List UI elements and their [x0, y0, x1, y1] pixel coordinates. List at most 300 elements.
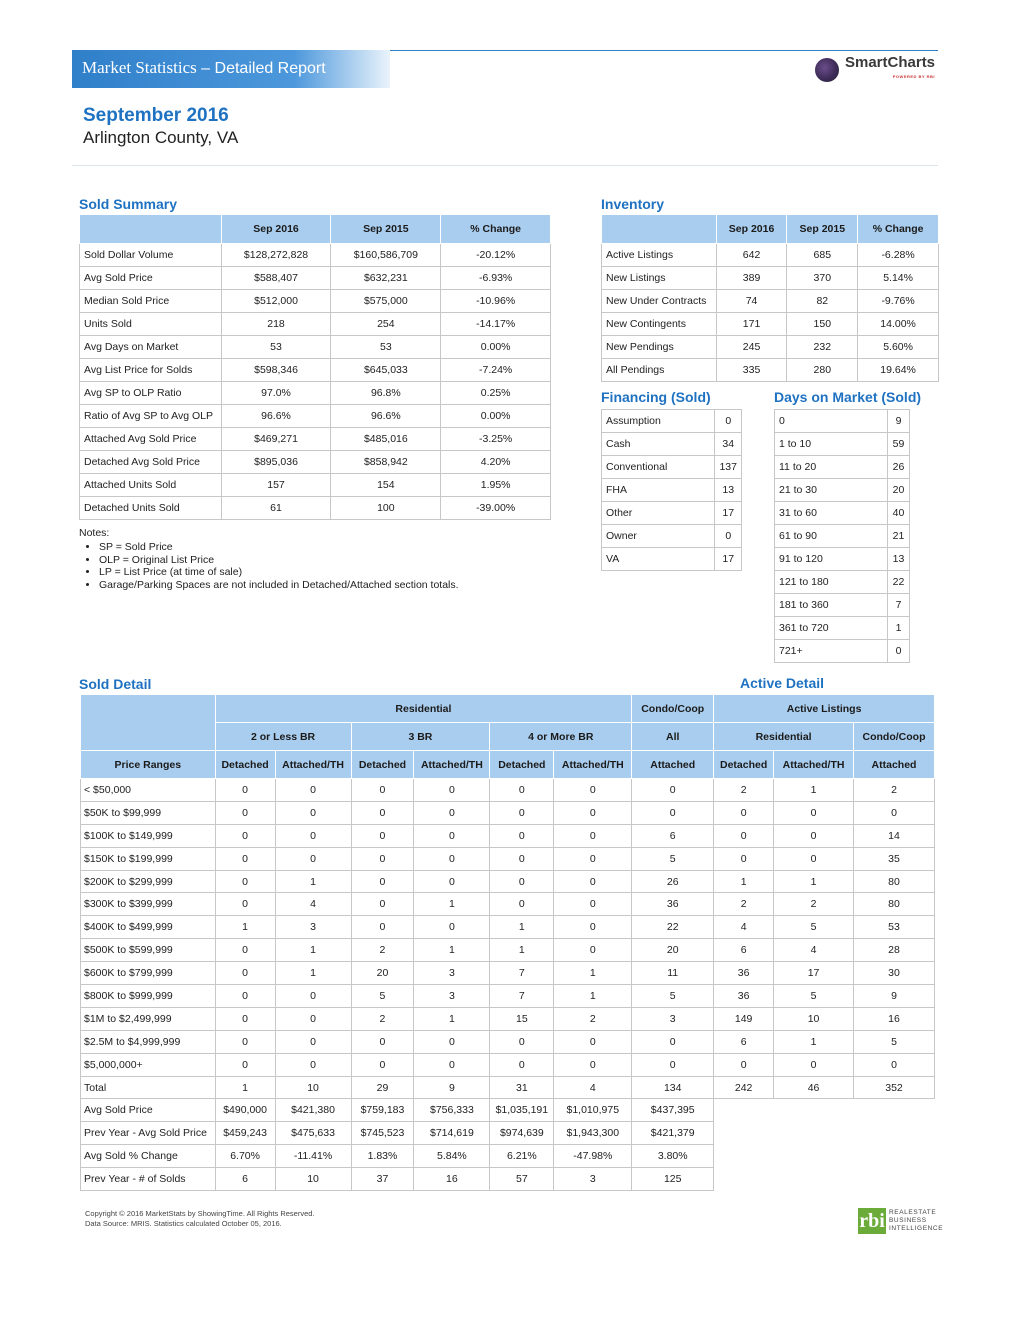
active-residential-head: Residential: [714, 723, 854, 751]
sold-detail-cell: 30: [854, 962, 935, 985]
sold-summary-cell: -6.93%: [441, 267, 551, 290]
sold-summary-cell: Avg Days on Market: [80, 336, 222, 359]
sold-detail-cell: 9: [414, 1076, 490, 1099]
sold-summary-cell: $895,036: [221, 451, 331, 474]
sold-detail-cell: 6: [714, 1030, 774, 1053]
sold-detail-cell: 0: [554, 801, 632, 824]
brand-name: SmartCharts: [845, 54, 936, 71]
sold-detail-cell: 35: [854, 847, 935, 870]
sold-detail-cell: 0: [554, 916, 632, 939]
sold-summary-cell: Attached Units Sold: [80, 474, 222, 497]
sold-detail-cell: 0: [554, 939, 632, 962]
financing-cell: 0: [715, 525, 742, 548]
sold-detail-cell: 80: [854, 870, 935, 893]
sold-detail-cell: 0: [215, 1007, 275, 1030]
dom-cell: 31 to 60: [775, 502, 888, 525]
smartcharts-logo: [815, 56, 935, 84]
inventory-row: [602, 267, 939, 290]
sold-summary-cell: Detached Avg Sold Price: [80, 451, 222, 474]
sold-detail-cell: 31: [490, 1076, 554, 1099]
sold-detail-row: [81, 870, 935, 893]
sold-summary-cell: $598,346: [221, 359, 331, 382]
financing-cell: VA: [602, 548, 715, 571]
inventory-row: [602, 313, 939, 336]
sold-detail-cell: 15: [490, 1007, 554, 1030]
sold-detail-cell: 0: [714, 847, 774, 870]
sold-detail-cell: 0: [554, 870, 632, 893]
sold-detail-extra-row: [81, 1122, 935, 1145]
footer-text: [85, 1209, 315, 1229]
sold-summary-cell: $512,000: [221, 290, 331, 313]
dom-table: [774, 409, 910, 663]
inventory-cell: 74: [716, 290, 787, 313]
sold-detail-cell: 352: [854, 1076, 935, 1099]
sold-detail-extra-cell: Prev Year - Avg Sold Price: [81, 1122, 216, 1145]
sold-detail-cell: 0: [215, 962, 275, 985]
sold-summary-cell: $485,016: [331, 428, 441, 451]
sold-detail-cell: 0: [490, 870, 554, 893]
sold-summary-cell: -7.24%: [441, 359, 551, 382]
financing-cell: 17: [715, 548, 742, 571]
sold-detail-col-head: Detached: [351, 751, 414, 779]
sold-summary-cell: -10.96%: [441, 290, 551, 313]
sold-summary-cell: -39.00%: [441, 497, 551, 520]
inventory-col-head: Sep 2016: [716, 215, 787, 244]
rbi-word-1: REALESTATE: [889, 1209, 937, 1216]
sold-detail-cell: 36: [714, 962, 774, 985]
dom-row: [775, 456, 910, 479]
sold-detail-cell: 0: [554, 1030, 632, 1053]
sold-detail-cell: 0: [414, 1053, 490, 1076]
financing-row: [602, 502, 742, 525]
sold-detail-cell: 5: [632, 847, 714, 870]
dom-cell: 1: [888, 617, 910, 640]
sold-detail-extra-cell: 16: [414, 1168, 490, 1191]
sold-detail-cell: 0: [632, 1053, 714, 1076]
sold-detail-cell: 0: [275, 1030, 351, 1053]
sold-detail-cell: 5: [351, 985, 414, 1008]
sold-detail-cell: 0: [351, 916, 414, 939]
sold-summary-cell: 154: [331, 474, 441, 497]
sold-summary-cell: Avg SP to OLP Ratio: [80, 382, 222, 405]
sold-detail-cell: 0: [490, 893, 554, 916]
sold-detail-cell: 0: [854, 801, 935, 824]
sold-detail-row: [81, 824, 935, 847]
inventory-cell: 245: [716, 336, 787, 359]
sold-detail-cell: 149: [714, 1007, 774, 1030]
sold-summary-cell: 53: [221, 336, 331, 359]
sold-detail-extra-cell: $437,395: [632, 1099, 714, 1122]
sold-detail-cell: 0: [351, 1053, 414, 1076]
dom-cell: 11 to 20: [775, 456, 888, 479]
sold-summary-row: [80, 244, 551, 267]
sold-detail-extra-cell: $421,379: [632, 1122, 714, 1145]
sold-detail-cell: 0: [554, 1053, 632, 1076]
sold-detail-cell: 0: [215, 801, 275, 824]
financing-row: [602, 548, 742, 571]
sold-detail-cell: 0: [554, 779, 632, 802]
sold-detail-table: [80, 694, 935, 1191]
note-item: • Garage/Parking Spaces are not included in Detached/Attached section totals.: [99, 579, 459, 592]
sold-summary-cell: Attached Avg Sold Price: [80, 428, 222, 451]
sold-detail-extra-cell: $490,000: [215, 1099, 275, 1122]
sold-detail-cell: 0: [632, 801, 714, 824]
sold-detail-cell: 36: [632, 893, 714, 916]
financing-row: [602, 456, 742, 479]
sold-detail-cell: $800K to $999,999: [81, 985, 216, 1008]
dom-row: [775, 548, 910, 571]
sold-summary-cell: -14.17%: [441, 313, 551, 336]
sold-summary-row: [80, 336, 551, 359]
sold-summary-cell: 53: [331, 336, 441, 359]
inventory-row: [602, 290, 939, 313]
sold-detail-cell: 0: [414, 824, 490, 847]
sold-detail-row: [81, 962, 935, 985]
financing-cell: 17: [715, 502, 742, 525]
financing-cell: 34: [715, 433, 742, 456]
rbi-logo: [858, 1208, 943, 1234]
residential-head: Residential: [215, 695, 632, 723]
sold-summary-cell: $645,033: [331, 359, 441, 382]
sold-detail-cell: 5: [774, 985, 854, 1008]
sold-summary-cell: 0.00%: [441, 405, 551, 428]
dom-cell: 7: [888, 594, 910, 617]
sold-summary-col-head: [80, 215, 222, 244]
sold-detail-cell: 0: [414, 847, 490, 870]
sold-detail-extra-cell: -47.98%: [554, 1145, 632, 1168]
sold-summary-cell: 96.6%: [221, 405, 331, 428]
sold-detail-cell: 17: [774, 962, 854, 985]
inventory-cell: 389: [716, 267, 787, 290]
brand-sub: POWERED BY RBI: [892, 74, 936, 79]
sold-detail-cell: 0: [215, 779, 275, 802]
sold-detail-cell: 1: [215, 1076, 275, 1099]
sold-detail-row: [81, 847, 935, 870]
sold-detail-cell: 1: [774, 1030, 854, 1053]
report-county: Arlington County, VA: [83, 128, 239, 147]
sold-detail-cell: $600K to $799,999: [81, 962, 216, 985]
sold-summary-table: [79, 214, 551, 520]
sold-detail-cell: 26: [632, 870, 714, 893]
financing-row: [602, 525, 742, 548]
sold-detail-cell: 10: [774, 1007, 854, 1030]
active-condo-head: Condo/Coop: [854, 723, 935, 751]
dom-row: [775, 525, 910, 548]
sold-detail-cell: 0: [714, 1053, 774, 1076]
financing-row: [602, 433, 742, 456]
sold-detail-cell: 1: [414, 893, 490, 916]
sold-summary-row: [80, 405, 551, 428]
sold-summary-cell: -3.25%: [441, 428, 551, 451]
dom-cell: 13: [888, 548, 910, 571]
sold-summary-cell: $575,000: [331, 290, 441, 313]
sold-detail-cell: 0: [554, 847, 632, 870]
sold-detail-cell: 0: [414, 916, 490, 939]
sold-detail-cell: 3: [275, 916, 351, 939]
dom-row: [775, 571, 910, 594]
dom-cell: 61 to 90: [775, 525, 888, 548]
sold-detail-extra-cell: $475,633: [275, 1122, 351, 1145]
sold-detail-cell: 1: [414, 939, 490, 962]
sold-summary-cell: Units Sold: [80, 313, 222, 336]
sold-detail-row: [81, 1030, 935, 1053]
sold-summary-cell: Sold Dollar Volume: [80, 244, 222, 267]
inventory-cell: 171: [716, 313, 787, 336]
active-detail-title: Active Detail: [740, 675, 825, 691]
condo-head: Condo/Coop: [632, 695, 714, 723]
sold-detail-row: [81, 893, 935, 916]
sold-detail-cell: 0: [632, 1030, 714, 1053]
sold-detail-cell: 4: [554, 1076, 632, 1099]
sold-summary-cell: Detached Units Sold: [80, 497, 222, 520]
sold-detail-cell: 242: [714, 1076, 774, 1099]
sold-detail-cell: 0: [714, 801, 774, 824]
inventory-title: Inventory: [601, 196, 665, 212]
sold-detail-cell: 4: [275, 893, 351, 916]
note-item: • LP = List Price (at time of sale): [99, 566, 459, 579]
sold-detail-extra-cell: $1,035,191: [490, 1099, 554, 1122]
sold-detail-cell: 0: [215, 985, 275, 1008]
dom-title: Days on Market (Sold): [774, 389, 922, 405]
sold-detail-cell: 5: [774, 916, 854, 939]
inventory-cell: New Pendings: [602, 336, 717, 359]
report-month: September 2016: [83, 105, 229, 126]
inventory-cell: New Contingents: [602, 313, 717, 336]
section-divider: [72, 165, 938, 166]
sold-detail-cell: 36: [714, 985, 774, 1008]
dom-row: [775, 640, 910, 663]
data-source: Data Source: MRIS. Statistics calculated October 05, 2016.: [85, 1219, 282, 1228]
all-head: All: [632, 723, 714, 751]
sold-detail-cell: 0: [351, 893, 414, 916]
note-item: • OLP = Original List Price: [99, 554, 459, 567]
financing-cell: 137: [715, 456, 742, 479]
sold-detail-cell: 0: [215, 870, 275, 893]
sold-summary-cell: $858,942: [331, 451, 441, 474]
sold-detail-cell: $50K to $99,999: [81, 801, 216, 824]
sold-detail-row: [81, 1007, 935, 1030]
dom-cell: 1 to 10: [775, 433, 888, 456]
sold-detail-cell: 46: [774, 1076, 854, 1099]
sold-detail-col-head: Attached/TH: [774, 751, 854, 779]
dom-cell: 21: [888, 525, 910, 548]
sold-detail-cell: 3: [414, 962, 490, 985]
financing-row: [602, 479, 742, 502]
sold-detail-cell: 1: [490, 939, 554, 962]
price-range-head-blank: [81, 695, 216, 751]
sold-detail-cell: 1: [554, 962, 632, 985]
sold-detail-extra-cell: $756,333: [414, 1099, 490, 1122]
sold-detail-extra-cell: $745,523: [351, 1122, 414, 1145]
sold-detail-extra-cell: $1,943,300: [554, 1122, 632, 1145]
sold-detail-cell: 0: [351, 801, 414, 824]
inventory-cell: New Under Contracts: [602, 290, 717, 313]
sold-detail-row: [81, 939, 935, 962]
sold-detail-cell: 0: [414, 779, 490, 802]
sold-detail-cell: 0: [490, 824, 554, 847]
dom-cell: 0: [775, 410, 888, 433]
sold-summary-col-head: % Change: [441, 215, 551, 244]
sold-detail-cell: 0: [351, 870, 414, 893]
dom-row: [775, 502, 910, 525]
sold-detail-cell: 9: [854, 985, 935, 1008]
dom-cell: 0: [888, 640, 910, 663]
sold-summary-cell: 0.00%: [441, 336, 551, 359]
financing-table: [601, 409, 742, 571]
dom-cell: 40: [888, 502, 910, 525]
sold-detail-extra-row: [81, 1099, 935, 1122]
sold-detail-cell: 3: [414, 985, 490, 1008]
dom-cell: 361 to 720: [775, 617, 888, 640]
inventory-cell: -6.28%: [858, 244, 939, 267]
rbi-mark: rbi: [858, 1208, 886, 1234]
sold-summary-cell: Median Sold Price: [80, 290, 222, 313]
financing-cell: Owner: [602, 525, 715, 548]
dom-row: [775, 433, 910, 456]
sold-detail-cell: 1: [554, 985, 632, 1008]
inventory-cell: 5.14%: [858, 267, 939, 290]
sold-detail-cell: 0: [215, 893, 275, 916]
financing-cell: 13: [715, 479, 742, 502]
sold-summary-row: [80, 290, 551, 313]
report-title: Market Statistics – Detailed Report: [82, 58, 326, 77]
sold-detail-extra-cell: 6.70%: [215, 1145, 275, 1168]
sold-detail-col-head: Detached: [490, 751, 554, 779]
sold-detail-extra-cell: 57: [490, 1168, 554, 1191]
sold-detail-extra-row: [81, 1145, 935, 1168]
dom-cell: 26: [888, 456, 910, 479]
financing-cell: Conventional: [602, 456, 715, 479]
sold-detail-cell: 0: [275, 1007, 351, 1030]
sold-summary-row: [80, 267, 551, 290]
sold-detail-cell: 0: [774, 1053, 854, 1076]
sold-detail-cell: 5: [854, 1030, 935, 1053]
sold-detail-extra-cell: Avg Sold Price: [81, 1099, 216, 1122]
dom-row: [775, 617, 910, 640]
sold-detail-cell: $2.5M to $4,999,999: [81, 1030, 216, 1053]
sold-detail-cell: 134: [632, 1076, 714, 1099]
sold-detail-col-head: Attached: [854, 751, 935, 779]
sold-summary-cell: Ratio of Avg SP to Avg OLP: [80, 405, 222, 428]
sold-summary-cell: 97.0%: [221, 382, 331, 405]
sold-detail-cell: 0: [215, 1053, 275, 1076]
sold-detail-cell: 22: [632, 916, 714, 939]
sold-detail-col-head: Detached: [714, 751, 774, 779]
sold-detail-cell: 0: [414, 1030, 490, 1053]
sold-detail-cell: $200K to $299,999: [81, 870, 216, 893]
inventory-cell: 5.60%: [858, 336, 939, 359]
sold-detail-cell: 3: [632, 1007, 714, 1030]
sold-detail-cell: 29: [351, 1076, 414, 1099]
sold-detail-cell: 0: [714, 824, 774, 847]
financing-title: Financing (Sold): [601, 389, 711, 405]
financing-cell: Other: [602, 502, 715, 525]
sold-detail-extra-cell: $974,639: [490, 1122, 554, 1145]
sold-summary-cell: 0.25%: [441, 382, 551, 405]
financing-cell: FHA: [602, 479, 715, 502]
sold-detail-cell: 0: [275, 779, 351, 802]
sold-detail-extra-cell: 125: [632, 1168, 714, 1191]
sold-detail-cell: 0: [215, 847, 275, 870]
notes-title: Notes:: [79, 527, 110, 539]
sold-summary-row: [80, 474, 551, 497]
active-listings-head: Active Listings: [714, 695, 935, 723]
sold-summary-row: [80, 313, 551, 336]
sold-detail-extra-row: [81, 1168, 935, 1191]
sold-detail-extra-cell: $421,380: [275, 1099, 351, 1122]
sold-detail-extra-cell: $714,619: [414, 1122, 490, 1145]
sold-detail-cell: $1M to $2,499,999: [81, 1007, 216, 1030]
sold-detail-cell: 2: [554, 1007, 632, 1030]
sold-summary-cell: 1.95%: [441, 474, 551, 497]
sold-detail-cell: 0: [490, 1053, 554, 1076]
financing-cell: Cash: [602, 433, 715, 456]
sold-summary-cell: 61: [221, 497, 331, 520]
note-item: • SP = Sold Price: [99, 541, 459, 554]
sold-detail-cell: 0: [414, 801, 490, 824]
inventory-cell: 685: [787, 244, 858, 267]
inventory-col-head: Sep 2015: [787, 215, 858, 244]
notes: [79, 527, 459, 591]
sold-detail-row: [81, 985, 935, 1008]
sold-detail-cell: 0: [275, 847, 351, 870]
sold-summary-col-head: Sep 2016: [221, 215, 331, 244]
sold-detail-cell: 28: [854, 939, 935, 962]
dom-cell: 21 to 30: [775, 479, 888, 502]
sold-summary-row: [80, 497, 551, 520]
sold-detail-cell: 0: [215, 1030, 275, 1053]
sold-summary-cell: -20.12%: [441, 244, 551, 267]
sold-detail-cell: 0: [854, 1053, 935, 1076]
br3-head: 3 BR: [351, 723, 490, 751]
sold-detail-extra-cell: 3: [554, 1168, 632, 1191]
sold-detail-row: [81, 1053, 935, 1076]
sold-detail-cell: 6: [714, 939, 774, 962]
inventory-cell: 335: [716, 359, 787, 382]
dom-row: [775, 594, 910, 617]
sold-detail-extra-cell: Avg Sold % Change: [81, 1145, 216, 1168]
sold-summary-cell: 100: [331, 497, 441, 520]
inventory-row: [602, 336, 939, 359]
notes-list: [87, 541, 459, 591]
rbi-word-2: BUSINESS: [889, 1217, 927, 1224]
sold-summary-row: [80, 451, 551, 474]
sold-detail-row: [81, 801, 935, 824]
sold-detail-cell: 0: [351, 824, 414, 847]
sold-detail-extra-cell: 1.83%: [351, 1145, 414, 1168]
sold-detail-cell: 0: [554, 824, 632, 847]
sold-detail-cell: 0: [275, 801, 351, 824]
sold-detail-cell: 0: [774, 847, 854, 870]
dom-row: [775, 479, 910, 502]
sold-summary-cell: 96.6%: [331, 405, 441, 428]
inventory-cell: 280: [787, 359, 858, 382]
sold-detail-cell: 2: [714, 779, 774, 802]
sold-detail-extra-cell: -11.41%: [275, 1145, 351, 1168]
sold-summary-cell: $469,271: [221, 428, 331, 451]
sold-detail-extra-cell: 6: [215, 1168, 275, 1191]
sold-detail-cell: 7: [490, 962, 554, 985]
sold-detail-cell: 11: [632, 962, 714, 985]
financing-row: [602, 410, 742, 433]
sold-detail-cell: 1: [414, 1007, 490, 1030]
sold-detail-cell: $150K to $199,999: [81, 847, 216, 870]
dom-cell: 59: [888, 433, 910, 456]
sold-detail-cell: 53: [854, 916, 935, 939]
sold-detail-cell: Total: [81, 1076, 216, 1099]
inventory-cell: -9.76%: [858, 290, 939, 313]
sold-detail-cell: $300K to $399,999: [81, 893, 216, 916]
